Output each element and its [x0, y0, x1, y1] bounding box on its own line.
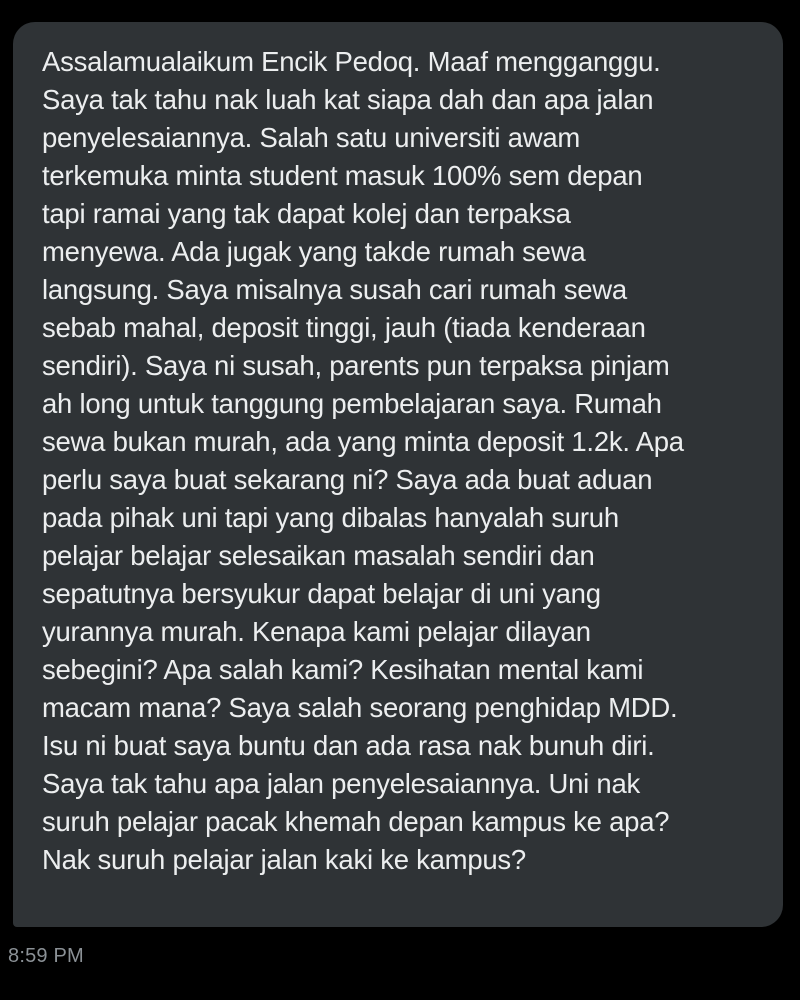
message-line: pada pihak uni tapi yang dibalas hanyalah suruh: [42, 502, 619, 533]
message-line: Assalamualaikum Encik Pedoq. Maaf mengganggu.: [42, 46, 661, 77]
message-line: sebab mahal, deposit tinggi, jauh (tiada kenderaan: [42, 312, 646, 343]
message-line: perlu saya buat sekarang ni? Saya ada buat aduan: [42, 464, 653, 495]
message-line: yurannya murah. Kenapa kami pelajar dilayan: [42, 616, 591, 647]
message-line: sendiri). Saya ni susah, parents pun terpaksa pinjam: [42, 350, 670, 381]
message-line: menyewa. Ada jugak yang takde rumah sewa: [42, 236, 586, 267]
message-line: tapi ramai yang tak dapat kolej dan terpaksa: [42, 198, 571, 229]
message-line: sepatutnya bersyukur dapat belajar di uni yang: [42, 578, 601, 609]
message-timestamp: 8:59 PM: [8, 945, 84, 967]
message-line: penyelesaiannya. Salah satu universiti awam: [42, 122, 581, 153]
message-line: sebegini? Apa salah kami? Kesihatan mental kami: [42, 654, 644, 685]
message-line: pelajar belajar selesaikan masalah sendiri dan: [42, 540, 595, 571]
message-line: sewa bukan murah, ada yang minta deposit 1.2k. Apa: [42, 426, 684, 457]
message-line: Isu ni buat saya buntu dan ada rasa nak bunuh diri.: [42, 730, 655, 761]
received-message-bubble[interactable]: [13, 22, 783, 927]
message-line: Saya tak tahu nak luah kat siapa dah dan apa jalan: [42, 84, 654, 115]
message-line: suruh pelajar pacak khemah depan kampus ke apa?: [42, 806, 670, 837]
message-line: macam mana? Saya salah seorang penghidap MDD.: [42, 692, 678, 723]
message-line: terkemuka minta student masuk 100% sem depan: [42, 160, 643, 191]
message-text: [42, 43, 765, 879]
message-line: ah long untuk tanggung pembelajaran saya. Rumah: [42, 388, 662, 419]
message-line: langsung. Saya misalnya susah cari rumah sewa: [42, 274, 627, 305]
message-line: Saya tak tahu apa jalan penyelesaiannya. Uni nak: [42, 768, 641, 799]
message-line: Nak suruh pelajar jalan kaki ke kampus?: [42, 844, 526, 875]
